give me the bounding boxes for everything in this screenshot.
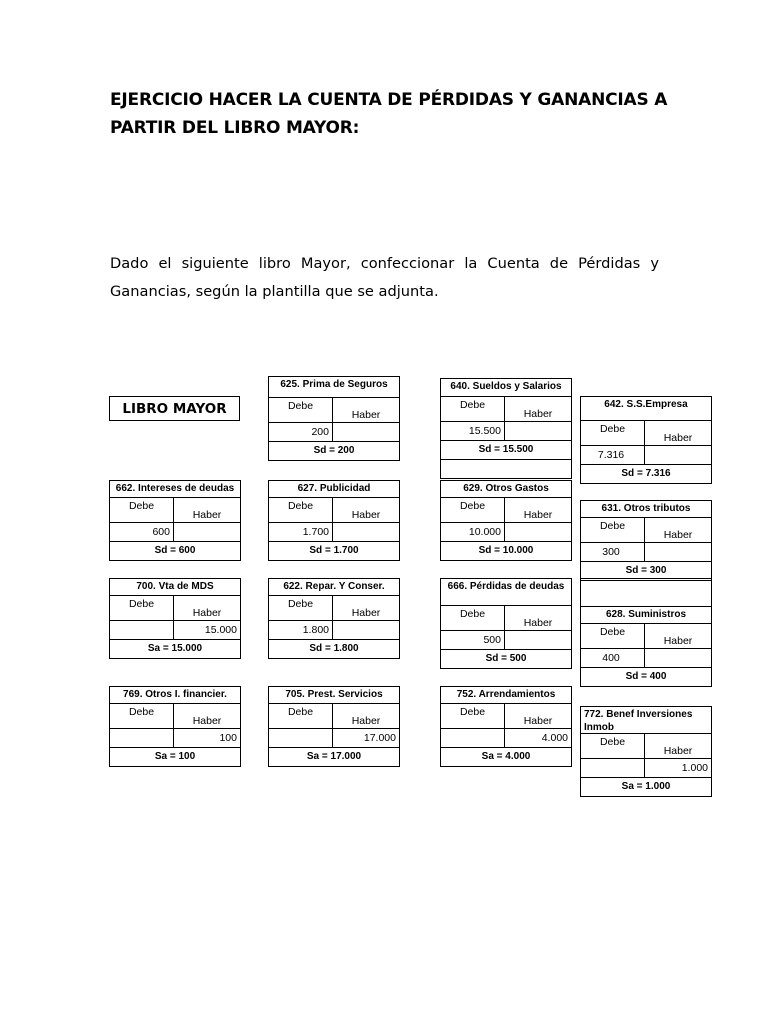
account-balance: Sa = 17.000: [268, 748, 400, 767]
debe-haber-header: [268, 498, 400, 523]
debe-label: Debe: [269, 498, 333, 522]
debe-label: Debe: [269, 398, 333, 422]
account-name: 640. Sueldos y Salarios: [440, 378, 572, 397]
haber-value: 4.000: [541, 732, 568, 744]
account-name: 705. Prest. Servicios: [268, 686, 400, 704]
debe-haber-header: [580, 734, 712, 759]
haber-label: Haber: [192, 607, 222, 619]
haber-label: Haber: [663, 745, 693, 757]
ledger-account: [268, 686, 400, 767]
account-balance: Sd = 200: [268, 442, 400, 461]
ledger-account: [268, 376, 400, 461]
account-balance: Sa = 4.000: [440, 748, 572, 767]
debe-haber-header: [268, 398, 400, 423]
ledger-account: [268, 480, 400, 561]
debe-haber-header: [109, 704, 241, 729]
account-name: 631. Otros tributos: [580, 500, 712, 518]
account-name: 642. S.S.Empresa: [580, 396, 712, 421]
ledger-account: [268, 578, 400, 659]
haber-value: [505, 422, 571, 440]
account-balance: Sd = 15.500: [440, 441, 572, 460]
ledger-account: [580, 396, 712, 484]
account-values: [268, 523, 400, 542]
ledger-account: [580, 606, 712, 687]
haber-value: [645, 543, 711, 561]
ledger-account: [440, 480, 572, 561]
haber-value: 100: [219, 732, 237, 744]
account-name: 627. Publicidad: [268, 480, 400, 498]
empty-box: [580, 578, 712, 607]
debe-value: [581, 759, 645, 777]
page-title: EJERCICIO HACER LA CUENTA DE PÉRDIDAS Y GANANCIAS A PARTIR DEL LIBRO MAYOR:: [110, 90, 668, 138]
debe-value: 1.700: [269, 523, 333, 541]
debe-label: Debe: [581, 624, 645, 648]
debe-label: Debe: [269, 704, 333, 728]
debe-haber-header: [440, 606, 572, 631]
haber-label: Haber: [351, 715, 381, 727]
account-values: [440, 729, 572, 748]
account-name: 769. Otros I. financier.: [109, 686, 241, 704]
debe-label: Debe: [441, 397, 505, 421]
debe-value: 1.800: [269, 621, 333, 639]
account-name: 662. Intereses de deudas: [109, 480, 241, 498]
debe-value: 400: [581, 649, 645, 667]
account-values: [109, 729, 241, 748]
account-name: 666. Pérdidas de deudas: [440, 578, 572, 606]
debe-label: Debe: [110, 596, 174, 620]
account-values: [580, 759, 712, 778]
debe-haber-header: [580, 518, 712, 543]
debe-value: 600: [110, 523, 174, 541]
account-name: 752. Arrendamientos: [440, 686, 572, 704]
debe-haber-header: [440, 704, 572, 729]
haber-value: [645, 649, 711, 667]
account-name: 628. Suministros: [580, 606, 712, 624]
account-balance: Sd = 1.700: [268, 542, 400, 561]
account-values: [440, 631, 572, 650]
debe-label: Debe: [110, 704, 174, 728]
debe-haber-header: [580, 421, 712, 446]
account-balance: Sd = 7.316: [580, 465, 712, 484]
debe-value: [269, 729, 333, 747]
account-values: [580, 543, 712, 562]
debe-label: Debe: [581, 734, 645, 758]
haber-label: Haber: [351, 409, 381, 421]
debe-value: 200: [269, 423, 333, 441]
account-balance: Sd = 400: [580, 668, 712, 687]
debe-label: Debe: [581, 421, 645, 445]
haber-label: Haber: [192, 509, 222, 521]
haber-value: [333, 523, 399, 541]
ledger-account: [440, 686, 572, 767]
debe-label: Debe: [110, 498, 174, 522]
account-values: [440, 422, 572, 441]
debe-value: 300: [581, 543, 645, 561]
account-name: 629. Otros Gastos: [440, 480, 572, 498]
ledger-account: [109, 480, 241, 561]
debe-label: Debe: [441, 704, 505, 728]
haber-value: [333, 423, 399, 441]
debe-haber-header: [268, 596, 400, 621]
debe-label: Debe: [441, 498, 505, 522]
description: Dado el siguiente libro Mayor, confeccionar la Cuenta de Pérdidas y Ganancias, según la plantilla que se adjunta.: [110, 255, 659, 300]
account-balance: Sd = 500: [440, 650, 572, 669]
libro-mayor-label: LIBRO MAYOR: [109, 396, 240, 421]
account-name: 772. Benef Inversiones Inmob: [580, 706, 712, 734]
account-values: [268, 621, 400, 640]
haber-label: Haber: [663, 635, 693, 647]
haber-label: Haber: [523, 408, 553, 420]
debe-value: 500: [441, 631, 505, 649]
haber-label: Haber: [192, 715, 222, 727]
haber-label: Haber: [523, 715, 553, 727]
haber-value: [505, 523, 571, 541]
debe-haber-header: [268, 704, 400, 729]
debe-value: 15.500: [441, 422, 505, 440]
account-values: [268, 729, 400, 748]
debe-haber-header: [109, 498, 241, 523]
account-balance: Sa = 15.000: [109, 640, 241, 659]
debe-label: Debe: [441, 606, 505, 630]
account-values: [440, 523, 572, 542]
haber-value: 15.000: [204, 624, 237, 636]
account-values: [268, 423, 400, 442]
debe-haber-header: [440, 397, 572, 422]
haber-value: [174, 523, 240, 541]
haber-label: Haber: [663, 529, 693, 541]
haber-value: [645, 446, 711, 464]
debe-value: [110, 729, 174, 747]
haber-label: Haber: [351, 509, 381, 521]
account-balance: Sd = 300: [580, 562, 712, 581]
ledger-account: [109, 578, 241, 659]
debe-label: Debe: [581, 518, 645, 542]
empty-box-cell: [580, 578, 712, 607]
account-name: 625. Prima de Seguros: [268, 376, 400, 398]
ledger-account: [440, 378, 572, 479]
debe-label: Debe: [269, 596, 333, 620]
haber-value: [505, 631, 571, 649]
ledger-account: [580, 706, 712, 797]
debe-value: [110, 621, 174, 639]
ledger-account: [440, 578, 572, 669]
account-name: 622. Repar. Y Conser.: [268, 578, 400, 596]
account-values: [109, 621, 241, 640]
account-name: 700. Vta de MDS: [109, 578, 241, 596]
account-balance: Sd = 10.000: [440, 542, 572, 561]
haber-label: Haber: [523, 509, 553, 521]
haber-value: 17.000: [363, 732, 396, 744]
debe-value: 10.000: [441, 523, 505, 541]
account-values: [580, 649, 712, 668]
debe-haber-header: [440, 498, 572, 523]
haber-value: 1.000: [681, 762, 708, 774]
account-values: [580, 446, 712, 465]
empty-row: [440, 460, 572, 479]
debe-value: [441, 729, 505, 747]
haber-label: Haber: [351, 607, 381, 619]
debe-haber-header: [580, 624, 712, 649]
haber-value: [333, 621, 399, 639]
account-balance: Sa = 100: [109, 748, 241, 767]
account-balance: Sd = 600: [109, 542, 241, 561]
account-values: [109, 523, 241, 542]
debe-haber-header: [109, 596, 241, 621]
ledger-account: [109, 686, 241, 767]
account-balance: Sa = 1.000: [580, 778, 712, 797]
ledger-account: [580, 500, 712, 581]
account-balance: Sd = 1.800: [268, 640, 400, 659]
haber-label: Haber: [523, 617, 553, 629]
haber-label: Haber: [663, 432, 693, 444]
debe-value: 7.316: [581, 446, 645, 464]
